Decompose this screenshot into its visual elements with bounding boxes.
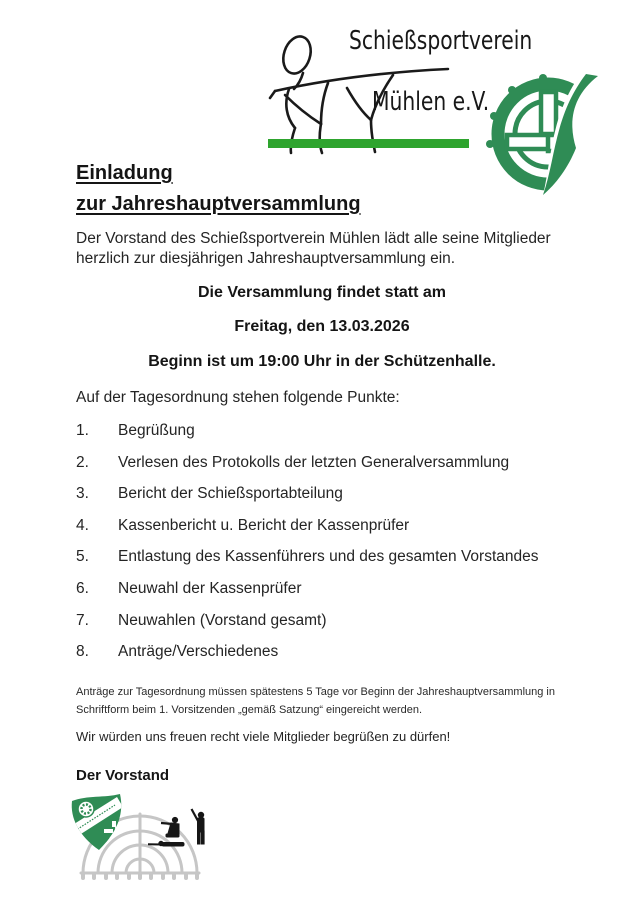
- agenda-item-text: Neuwahlen (Vorstand gesamt): [118, 611, 327, 629]
- agenda-item-text: Neuwahl der Kassenprüfer: [118, 579, 302, 597]
- shooters-silhouette-icon: [148, 809, 204, 846]
- agenda-item: [76, 452, 576, 473]
- agenda-item-number: 4.: [76, 516, 89, 534]
- club-logo-header: [265, 25, 644, 205]
- agenda-item: [76, 483, 576, 504]
- agenda-item-text: Bericht der Schießsportabteilung: [118, 485, 343, 503]
- agenda-item: [76, 420, 576, 441]
- submission-note: Anträge zur Tagesordnung müssen spätestens 5 Tage vor Beginn der Jahreshauptversammlung in Schriftform beim 1. Vorsitzenden „gemäß Satzung“ eingereicht werden.: [76, 686, 555, 716]
- agenda-item-text: Kassenbericht u. Bericht der Kassenprüfer: [118, 516, 410, 534]
- agenda-item-text: Verlesen des Protokolls der letzten Generalversammlung: [118, 453, 510, 471]
- agenda-list: [76, 420, 576, 673]
- club-shield-icon: [63, 794, 125, 850]
- agenda-item-number: 6.: [76, 579, 89, 597]
- agenda-item-number: 3.: [76, 485, 89, 503]
- document-title-line2: zur Jahreshauptversammlung: [76, 193, 361, 215]
- agenda-item: [76, 546, 576, 567]
- agenda-item-number: 8.: [76, 643, 89, 661]
- agenda-item-number: 7.: [76, 611, 89, 629]
- agenda-item-text: Begrüßung: [118, 422, 195, 439]
- green-divider-bar: [268, 139, 469, 148]
- mill-wheel-emblem-icon: [482, 78, 642, 203]
- announcement-line1: Die Versammlung findet statt am: [197, 284, 447, 301]
- agenda-item: [76, 641, 576, 662]
- agenda-item-number: 5.: [76, 548, 89, 566]
- intro-paragraph: Der Vorstand des Schießsportverein Mühlen lädt alle seine Mitglieder herzlich zur diesjährigen Jahreshauptversammlung ein.: [76, 230, 551, 267]
- agenda-item: [76, 610, 576, 631]
- club-name-line1: Schießsportverein: [349, 26, 533, 56]
- announcement-date: Freitag, den 13.03.2026: [234, 318, 410, 335]
- agenda-item-text: Entlastung des Kassenführers und des gesamten Vorstandes: [118, 548, 539, 566]
- club-name-line2: Mühlen e.V.: [372, 87, 490, 117]
- agenda-intro: Auf der Tagesordnung stehen folgende Punkte:: [76, 389, 400, 406]
- agenda-item: [76, 515, 576, 536]
- agenda-item: [76, 578, 576, 599]
- club-crest-footer-logo: [62, 790, 232, 885]
- agenda-item-number: 2.: [76, 453, 89, 471]
- document-title-line1: Einladung: [76, 162, 173, 184]
- announcement-time-place: Beginn ist um 19:00 Uhr in der Schützenhalle.: [148, 353, 496, 370]
- agenda-item-number: 1.: [76, 422, 89, 439]
- closing-sentence: Wir würden uns freuen recht viele Mitglieder begrüßen zu dürfen!: [76, 729, 451, 744]
- agenda-item-text: Anträge/Verschiedenes: [118, 643, 279, 661]
- signature-label: Der Vorstand: [76, 767, 170, 784]
